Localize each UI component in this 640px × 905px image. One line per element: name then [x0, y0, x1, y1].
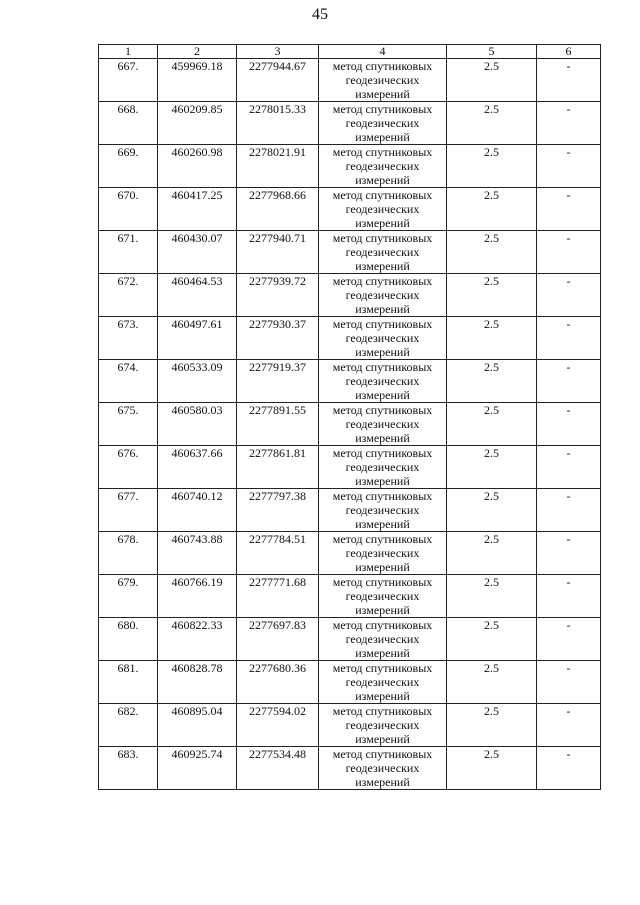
method-line-2: геодезических — [345, 202, 420, 216]
method-line-3: измерений — [355, 517, 410, 531]
x-coordinate: 460822.33 — [158, 618, 237, 661]
method-line-3: измерений — [355, 259, 410, 273]
point-number: 676. — [99, 446, 158, 489]
method-line-3: измерений — [355, 732, 410, 746]
description-value: - — [537, 102, 601, 145]
accuracy-value: 2.5 — [447, 188, 537, 231]
method-line-3: измерений — [355, 302, 410, 316]
description-value: - — [537, 188, 601, 231]
description-value: - — [537, 403, 601, 446]
table-row — [99, 102, 601, 145]
accuracy-value: 2.5 — [447, 661, 537, 704]
column-header-6: 6 — [537, 45, 601, 59]
method-line-1: метод спутниковых — [332, 532, 433, 546]
measurement-method — [319, 532, 447, 575]
x-coordinate: 460766.19 — [158, 575, 237, 618]
description-value: - — [537, 489, 601, 532]
description-value: - — [537, 747, 601, 790]
method-line-2: геодезических — [345, 288, 420, 302]
measurement-method — [319, 403, 447, 446]
accuracy-value: 2.5 — [447, 145, 537, 188]
method-line-3: измерений — [355, 775, 410, 789]
x-coordinate: 460430.07 — [158, 231, 237, 274]
table-row — [99, 747, 601, 790]
y-coordinate: 2277697.83 — [237, 618, 319, 661]
y-coordinate: 2277940.71 — [237, 231, 319, 274]
method-line-2: геодезических — [345, 589, 420, 603]
method-line-1: метод спутниковых — [332, 403, 433, 417]
point-number: 680. — [99, 618, 158, 661]
method-line-1: метод спутниковых — [332, 661, 433, 675]
method-line-1: метод спутниковых — [332, 360, 433, 374]
point-number: 677. — [99, 489, 158, 532]
measurement-method — [319, 747, 447, 790]
table-row — [99, 704, 601, 747]
table-row — [99, 446, 601, 489]
column-header-5: 5 — [447, 45, 537, 59]
x-coordinate: 460417.25 — [158, 188, 237, 231]
table-row — [99, 661, 601, 704]
description-value: - — [537, 274, 601, 317]
x-coordinate: 460580.03 — [158, 403, 237, 446]
description-value: - — [537, 532, 601, 575]
method-line-1: метод спутниковых — [332, 317, 433, 331]
method-line-1: метод спутниковых — [332, 446, 433, 460]
table-row — [99, 403, 601, 446]
description-value: - — [537, 360, 601, 403]
method-line-1: метод спутниковых — [332, 489, 433, 503]
method-line-1: метод спутниковых — [332, 274, 433, 288]
method-line-1: метод спутниковых — [332, 747, 433, 761]
table-row — [99, 231, 601, 274]
accuracy-value: 2.5 — [447, 59, 537, 102]
method-line-2: геодезических — [345, 159, 420, 173]
method-line-2: геодезических — [345, 245, 420, 259]
method-line-3: измерений — [355, 603, 410, 617]
method-line-3: измерений — [355, 388, 410, 402]
accuracy-value: 2.5 — [447, 274, 537, 317]
x-coordinate: 460828.78 — [158, 661, 237, 704]
point-number: 667. — [99, 59, 158, 102]
point-number: 681. — [99, 661, 158, 704]
method-line-2: геодезических — [345, 116, 420, 130]
method-line-2: геодезических — [345, 73, 420, 87]
description-value: - — [537, 317, 601, 360]
method-line-1: метод спутниковых — [332, 231, 433, 245]
measurement-method — [319, 59, 447, 102]
method-line-1: метод спутниковых — [332, 59, 433, 73]
measurement-method — [319, 317, 447, 360]
table-row — [99, 618, 601, 661]
method-line-3: измерений — [355, 87, 410, 101]
x-coordinate: 460497.61 — [158, 317, 237, 360]
measurement-method — [319, 274, 447, 317]
description-value: - — [537, 231, 601, 274]
column-header-3: 3 — [237, 45, 319, 59]
description-value: - — [537, 59, 601, 102]
method-line-3: измерений — [355, 173, 410, 187]
point-number: 675. — [99, 403, 158, 446]
measurement-method — [319, 188, 447, 231]
y-coordinate: 2277919.37 — [237, 360, 319, 403]
table-row — [99, 575, 601, 618]
measurement-method — [319, 231, 447, 274]
table-row — [99, 317, 601, 360]
accuracy-value: 2.5 — [447, 403, 537, 446]
table-row — [99, 274, 601, 317]
method-line-2: геодезических — [345, 417, 420, 431]
accuracy-value: 2.5 — [447, 618, 537, 661]
x-coordinate: 460533.09 — [158, 360, 237, 403]
table-row — [99, 489, 601, 532]
column-header-2: 2 — [158, 45, 237, 59]
point-number: 674. — [99, 360, 158, 403]
accuracy-value: 2.5 — [447, 446, 537, 489]
method-line-1: метод спутниковых — [332, 188, 433, 202]
measurement-method — [319, 661, 447, 704]
x-coordinate: 460895.04 — [158, 704, 237, 747]
y-coordinate: 2277930.37 — [237, 317, 319, 360]
method-line-1: метод спутниковых — [332, 575, 433, 589]
method-line-3: измерений — [355, 646, 410, 660]
accuracy-value: 2.5 — [447, 704, 537, 747]
y-coordinate: 2277534.48 — [237, 747, 319, 790]
column-header-1: 1 — [99, 45, 158, 59]
description-value: - — [537, 446, 601, 489]
method-line-2: геодезических — [345, 503, 420, 517]
method-line-2: геодезических — [345, 761, 420, 775]
method-line-2: геодезических — [345, 374, 420, 388]
y-coordinate: 2277861.81 — [237, 446, 319, 489]
accuracy-value: 2.5 — [447, 231, 537, 274]
description-value: - — [537, 661, 601, 704]
accuracy-value: 2.5 — [447, 532, 537, 575]
table-row — [99, 145, 601, 188]
measurement-method — [319, 102, 447, 145]
measurement-method — [319, 618, 447, 661]
accuracy-value: 2.5 — [447, 102, 537, 145]
method-line-2: геодезических — [345, 460, 420, 474]
y-coordinate: 2278015.33 — [237, 102, 319, 145]
y-coordinate: 2277939.72 — [237, 274, 319, 317]
y-coordinate: 2277771.68 — [237, 575, 319, 618]
measurement-method — [319, 145, 447, 188]
y-coordinate: 2277891.55 — [237, 403, 319, 446]
method-line-3: измерений — [355, 216, 410, 230]
point-number: 679. — [99, 575, 158, 618]
point-number: 669. — [99, 145, 158, 188]
description-value: - — [537, 704, 601, 747]
method-line-3: измерений — [355, 689, 410, 703]
measurement-method — [319, 360, 447, 403]
x-coordinate: 460925.74 — [158, 747, 237, 790]
method-line-2: геодезических — [345, 675, 420, 689]
y-coordinate: 2278021.91 — [237, 145, 319, 188]
method-line-3: измерений — [355, 431, 410, 445]
method-line-3: измерений — [355, 130, 410, 144]
accuracy-value: 2.5 — [447, 747, 537, 790]
point-number: 683. — [99, 747, 158, 790]
description-value: - — [537, 145, 601, 188]
method-line-1: метод спутниковых — [332, 618, 433, 632]
y-coordinate: 2277784.51 — [237, 532, 319, 575]
point-number: 672. — [99, 274, 158, 317]
table-row — [99, 188, 601, 231]
x-coordinate: 460260.98 — [158, 145, 237, 188]
page-number: 45 — [312, 6, 328, 23]
description-value: - — [537, 618, 601, 661]
table-header-row — [99, 45, 601, 59]
column-header-4: 4 — [319, 45, 447, 59]
coordinates-table — [98, 44, 601, 790]
method-line-3: измерений — [355, 345, 410, 359]
measurement-method — [319, 446, 447, 489]
method-line-3: измерений — [355, 560, 410, 574]
y-coordinate: 2277797.38 — [237, 489, 319, 532]
accuracy-value: 2.5 — [447, 360, 537, 403]
measurement-method — [319, 704, 447, 747]
point-number: 678. — [99, 532, 158, 575]
method-line-3: измерений — [355, 474, 410, 488]
x-coordinate: 460209.85 — [158, 102, 237, 145]
accuracy-value: 2.5 — [447, 489, 537, 532]
y-coordinate: 2277594.02 — [237, 704, 319, 747]
method-line-1: метод спутниковых — [332, 102, 433, 116]
y-coordinate: 2277680.36 — [237, 661, 319, 704]
method-line-2: геодезических — [345, 331, 420, 345]
method-line-2: геодезических — [345, 546, 420, 560]
table-row — [99, 59, 601, 102]
method-line-2: геодезических — [345, 718, 420, 732]
x-coordinate: 460743.88 — [158, 532, 237, 575]
point-number: 670. — [99, 188, 158, 231]
measurement-method — [319, 575, 447, 618]
table-row — [99, 532, 601, 575]
point-number: 682. — [99, 704, 158, 747]
method-line-1: метод спутниковых — [332, 145, 433, 159]
description-value: - — [537, 575, 601, 618]
x-coordinate: 460464.53 — [158, 274, 237, 317]
x-coordinate: 459969.18 — [158, 59, 237, 102]
point-number: 668. — [99, 102, 158, 145]
point-number: 673. — [99, 317, 158, 360]
accuracy-value: 2.5 — [447, 575, 537, 618]
x-coordinate: 460740.12 — [158, 489, 237, 532]
table-row — [99, 360, 601, 403]
measurement-method — [319, 489, 447, 532]
method-line-2: геодезических — [345, 632, 420, 646]
x-coordinate: 460637.66 — [158, 446, 237, 489]
point-number: 671. — [99, 231, 158, 274]
y-coordinate: 2277944.67 — [237, 59, 319, 102]
method-line-1: метод спутниковых — [332, 704, 433, 718]
y-coordinate: 2277968.66 — [237, 188, 319, 231]
accuracy-value: 2.5 — [447, 317, 537, 360]
